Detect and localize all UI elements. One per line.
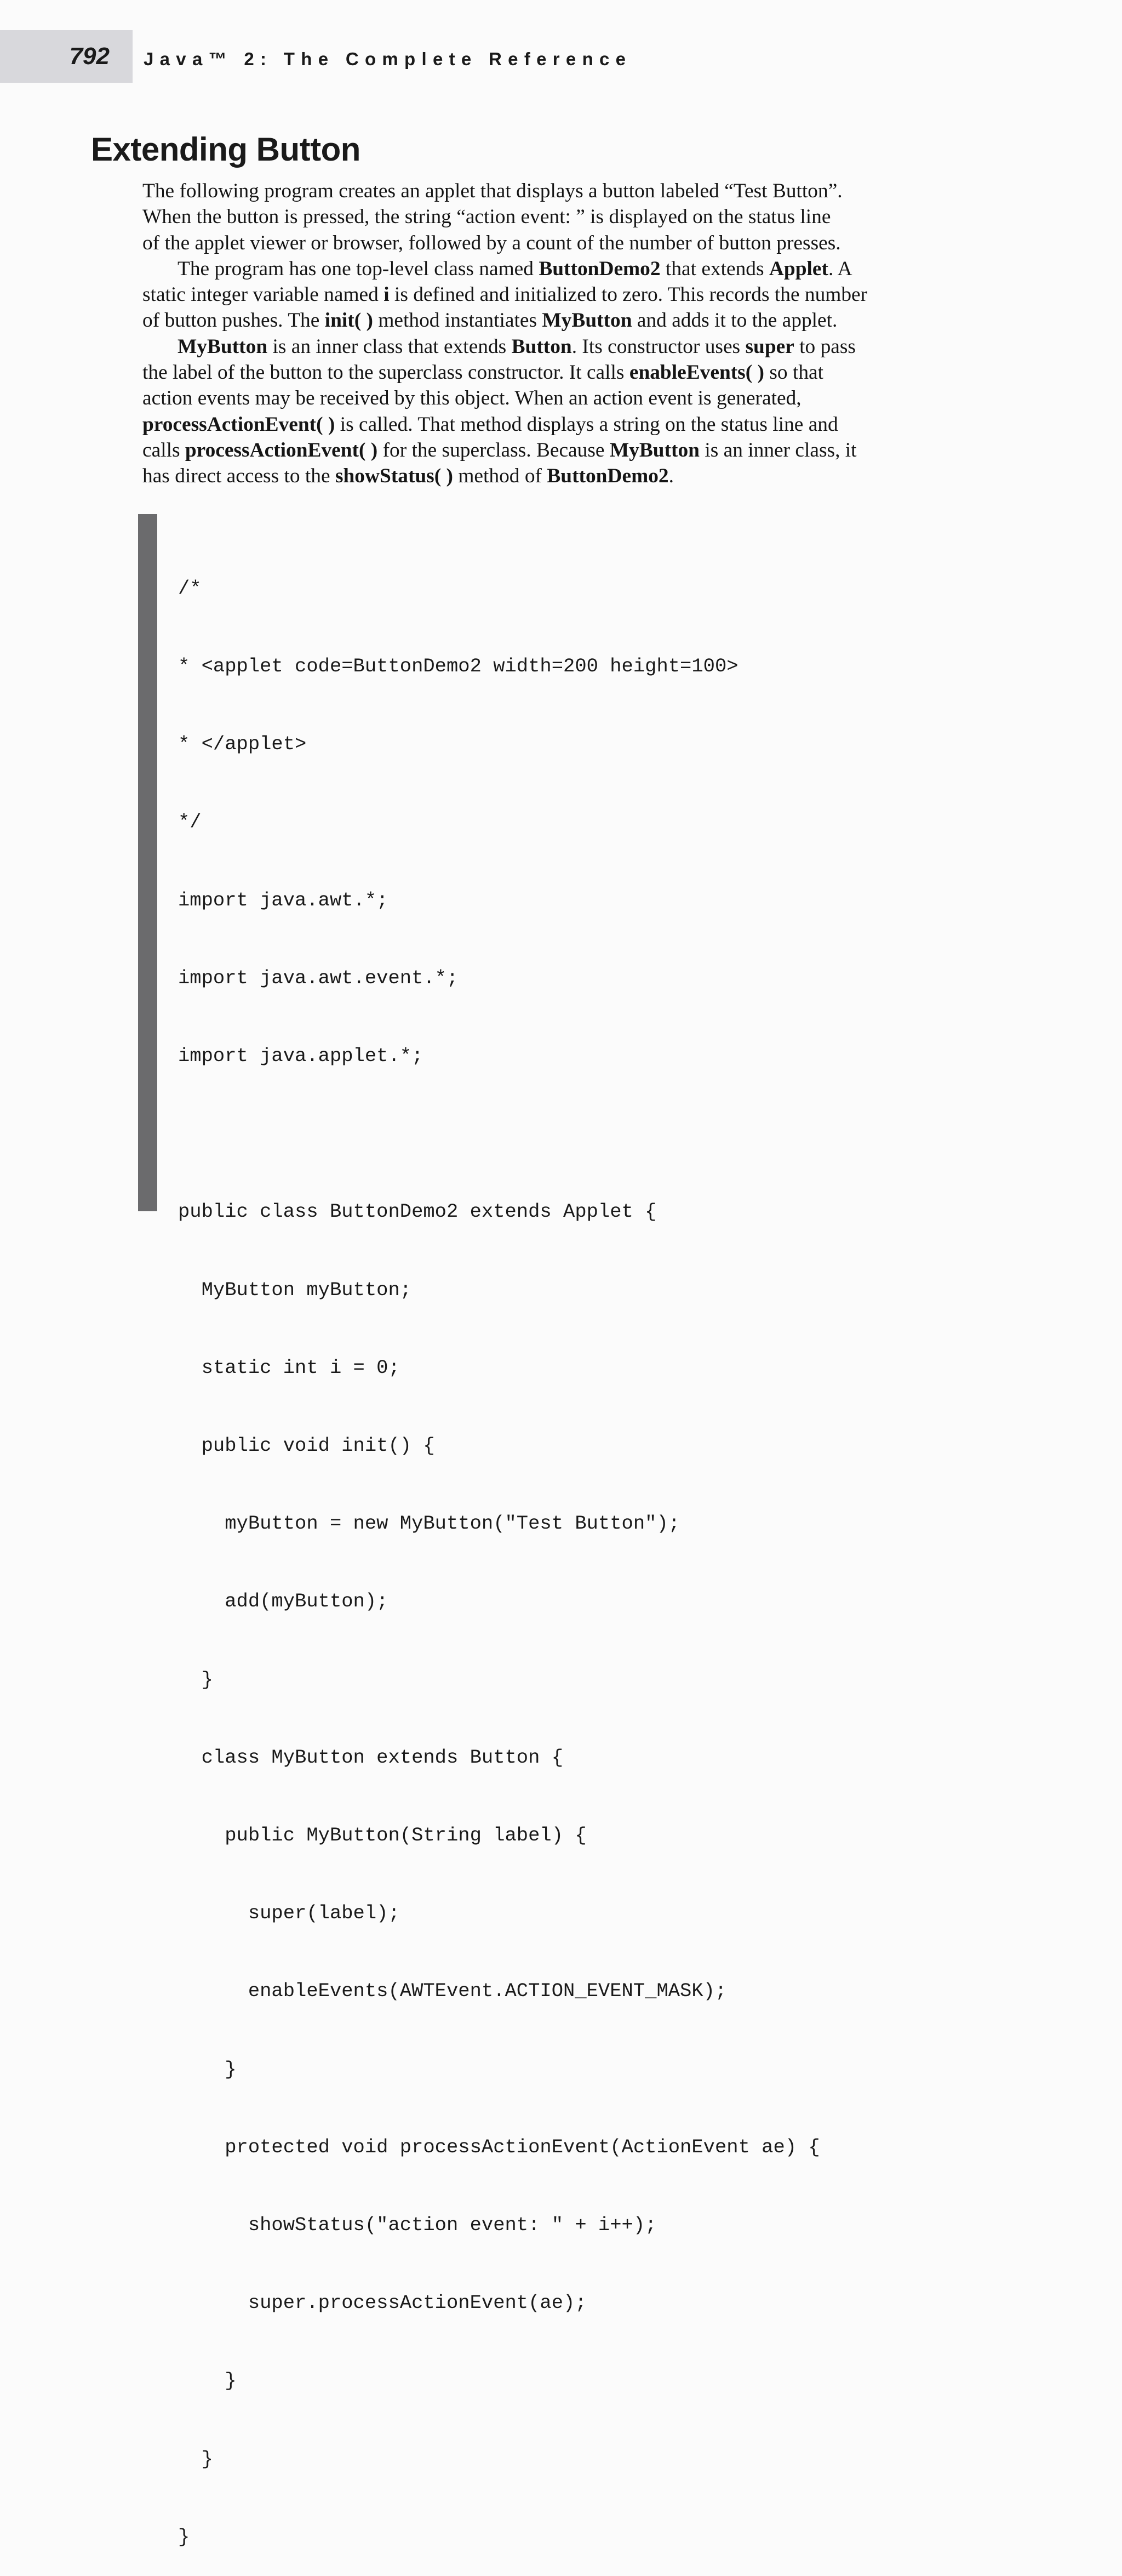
class-name-buttondemo2: ButtonDemo2: [539, 257, 661, 280]
text-run: of button pushes. The: [142, 309, 325, 332]
class-name-mybutton: MyButton: [178, 335, 268, 358]
paragraph-3-line-3: action events may be received by this object. When an action event is generated,: [142, 387, 802, 410]
paragraph-1-line-2: When the button is pressed, the string “action event: ” is displayed on the status line: [142, 206, 831, 229]
code-line: public void init() {: [178, 1434, 435, 1457]
paragraph-1-line-1: The following program creates an applet that displays a button labeled “Test Button”.: [142, 180, 843, 202]
code-line: */: [178, 811, 202, 834]
text-run: for the superclass. Because: [377, 438, 610, 461]
paragraph-3-line-6: [142, 463, 975, 489]
text-run: method instantiates: [373, 309, 542, 332]
code-line: import java.awt.event.*;: [178, 966, 459, 989]
text-run: is called. That method displays a string on the status line and: [335, 413, 838, 436]
code-line: super.processActionEvent(ae);: [178, 2292, 587, 2315]
paragraph-3-line-1: [142, 334, 975, 360]
paragraph-3-line-2: [142, 360, 975, 385]
method-name-processactionevent: processActionEvent( ): [185, 438, 378, 461]
class-name-button: Button: [511, 335, 572, 358]
class-name-buttondemo2: ButtonDemo2: [547, 465, 669, 488]
class-name-mybutton: MyButton: [542, 309, 632, 332]
code-line: public MyButton(String label) {: [178, 1824, 587, 1847]
code-line: * </applet>: [178, 733, 307, 756]
text-run: has direct access to the: [142, 465, 335, 488]
text-run: static integer variable named: [142, 283, 384, 306]
code-listing: [178, 523, 820, 2576]
paragraph-2-line-3: [142, 307, 975, 333]
text-run: is an inner class, it: [699, 438, 857, 461]
text-run: The program has one top-level class named: [178, 257, 539, 280]
code-line: static int i = 0;: [178, 1356, 400, 1379]
code-line: * <applet code=ButtonDemo2 width=200 height=100>: [178, 655, 739, 678]
method-name-init: init( ): [324, 309, 373, 332]
method-name-showstatus: showStatus( ): [335, 465, 453, 488]
text-run: so that: [764, 361, 824, 384]
text-run: . A: [828, 257, 852, 280]
code-line: MyButton myButton;: [178, 1278, 412, 1301]
text-run: .: [668, 465, 674, 488]
text-run: is defined and initialized to zero. This records the number: [389, 283, 868, 306]
code-line: class MyButton extends Button {: [178, 1746, 564, 1769]
code-line: }: [178, 2058, 237, 2081]
text-run: and adds it to the applet.: [632, 309, 838, 332]
code-line: enableEvents(AWTEvent.ACTION_EVENT_MASK);: [178, 1980, 727, 2003]
text-run: that extends: [660, 257, 769, 280]
text-run: the label of the button to the superclass constructor. It calls: [142, 361, 629, 384]
code-line: showStatus("action event: " + i++);: [178, 2214, 657, 2237]
paragraph-2-line-2: [142, 282, 975, 307]
keyword-super: super: [745, 335, 794, 358]
running-head: Java™ 2: The Complete Reference: [144, 49, 632, 69]
section-title: Extending Button: [91, 131, 360, 168]
paragraph-1-line-3: of the applet viewer or browser, followed by a count of the number of button presses.: [142, 231, 841, 254]
code-line: super(label);: [178, 1902, 400, 1925]
class-name-mybutton: MyButton: [609, 438, 700, 461]
code-line: }: [178, 1668, 213, 1691]
code-listing-sidebar: [138, 514, 157, 1211]
code-line: public class ButtonDemo2 extends Applet {: [178, 1200, 657, 1223]
text-run: method of: [453, 465, 547, 488]
code-line: myButton = new MyButton("Test Button");: [178, 1512, 680, 1535]
variable-name-i: i: [383, 283, 390, 306]
method-name-processactionevent: processActionEvent( ): [142, 413, 335, 436]
paragraph-3-line-5: [142, 437, 975, 463]
code-line: import java.applet.*;: [178, 1045, 423, 1068]
paragraph-3-line-4: [142, 412, 975, 437]
code-line: }: [178, 2369, 237, 2392]
code-line: /*: [178, 577, 202, 600]
code-line: add(myButton);: [178, 1590, 388, 1613]
text-run: to pass: [794, 335, 856, 358]
method-name-enableevents: enableEvents( ): [629, 361, 764, 384]
code-line: }: [178, 2525, 190, 2548]
paragraph-2-line-1: [142, 256, 975, 282]
text-run: calls: [142, 438, 185, 461]
body-text: [142, 178, 975, 489]
text-run: . Its constructor uses: [571, 335, 746, 358]
page-number: 792: [69, 43, 110, 70]
code-line: [178, 1121, 820, 1147]
code-line: protected void processActionEvent(ActionEvent ae) {: [178, 2135, 820, 2158]
class-name-applet: Applet: [769, 257, 828, 280]
code-line: }: [178, 2447, 213, 2470]
code-line: import java.awt.*;: [178, 888, 388, 911]
text-run: is an inner class that extends: [267, 335, 512, 358]
